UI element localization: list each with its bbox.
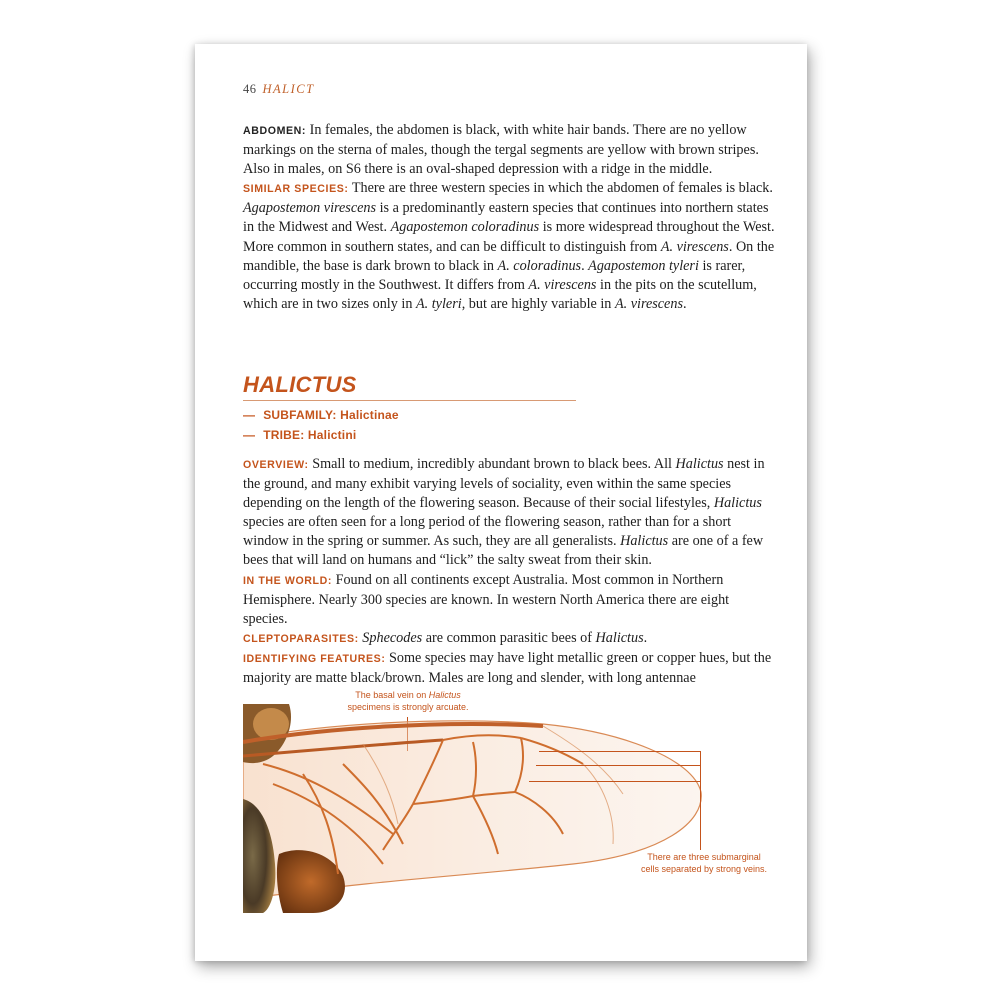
abdomen-label: ABDOMEN:	[243, 125, 307, 137]
subfamily-text: SUBFAMILY: Halictinae	[263, 408, 399, 422]
overview-paragraph: OVERVIEW: Small to medium, incredibly abundant brown to black bees. All Halictus nest in the ground, and many exhibit varying levels of sociality, even within the same species depending on the length of the flowering season. Because of their social lifestyles, Halictus species are often seen for a long period of the flowering season, rather than for a short window in the spring or summer. As such, they are all generalists. Halictus are one of a few bees that will land on humans and “lick” the salty sweat from their skin.	[243, 456, 765, 569]
genus-rule	[243, 400, 576, 401]
page-number: 46	[243, 82, 257, 96]
book-page	[195, 44, 807, 961]
identifying-features-paragraph: IDENTIFYING FEATURES: Some species may have light metallic green or copper hues, but the majority are matte black/brown. Males are long and slender, with long antennae	[243, 649, 772, 687]
similar-species-label: SIMILAR SPECIES:	[243, 183, 349, 196]
basal-vein-callout: The basal vein on Halictus specimens is strongly arcuate.	[347, 690, 469, 712]
section-title: HALICT	[262, 82, 315, 96]
tribe-text: TRIBE: Halictini	[263, 428, 357, 442]
bee-wing-photo	[243, 704, 703, 913]
similar-species-paragraph: SIMILAR SPECIES: There are three western species in which the abdomen of females is black. Agapostemon virescens is a predominantly eastern species that continues into northern states in the Midwest and West. Agapostemon coloradinus is more widespread throughout the West. More common in southern states, and can be difficult to distinguish from A. virescens. On the mandible, the base is dark brown to black in A. coloradinus. Agapostemon tyleri is rarer, occurring mostly in the Southwest. It differs from A. virescens in the pits on the scutellum, which are in two sizes only in A. tyleri, but are highly variable in A. virescens.	[243, 180, 775, 312]
submarginal-leader-top	[539, 751, 701, 752]
abdomen-paragraph	[243, 121, 777, 179]
tribe-line: — TRIBE: Halictini	[243, 428, 357, 442]
in-the-world-paragraph: IN THE WORLD: Found on all continents except Australia. Most common in Northern Hemisphere. Nearly 300 species are known. In western North America there are eight species.	[243, 571, 730, 627]
identifying-features-label: IDENTIFYING FEATURES:	[243, 652, 386, 665]
abdomen-text: In females, the abdomen is black, with white hair bands. There are no yellow markings on the sterna of males, though the tergal segments are yellow with brown stripes. Also in males, on S6 there is an oval-shaped depression with a ridge in the middle.	[243, 122, 759, 178]
cleptoparasites-paragraph: CLEPTOPARASITES: Sphecodes are common parasitic bees of Halictus.	[243, 629, 648, 646]
submarginal-leader-bottom	[529, 781, 701, 782]
in-the-world-label: IN THE WORLD:	[243, 574, 333, 587]
subfamily-line: — SUBFAMILY: Halictinae	[243, 408, 399, 422]
submarginal-leader-vertical	[700, 751, 701, 850]
genus-text-block	[243, 455, 777, 688]
running-head	[243, 82, 315, 97]
submarginal-leader-mid	[536, 765, 701, 766]
submarginal-callout: There are three submarginal cells separated by strong veins.	[640, 852, 768, 874]
genus-title: HALICTUS	[243, 372, 357, 397]
overview-label: OVERVIEW:	[243, 459, 309, 471]
cleptoparasites-label: CLEPTOPARASITES:	[243, 632, 359, 645]
species-text-block	[243, 121, 777, 314]
